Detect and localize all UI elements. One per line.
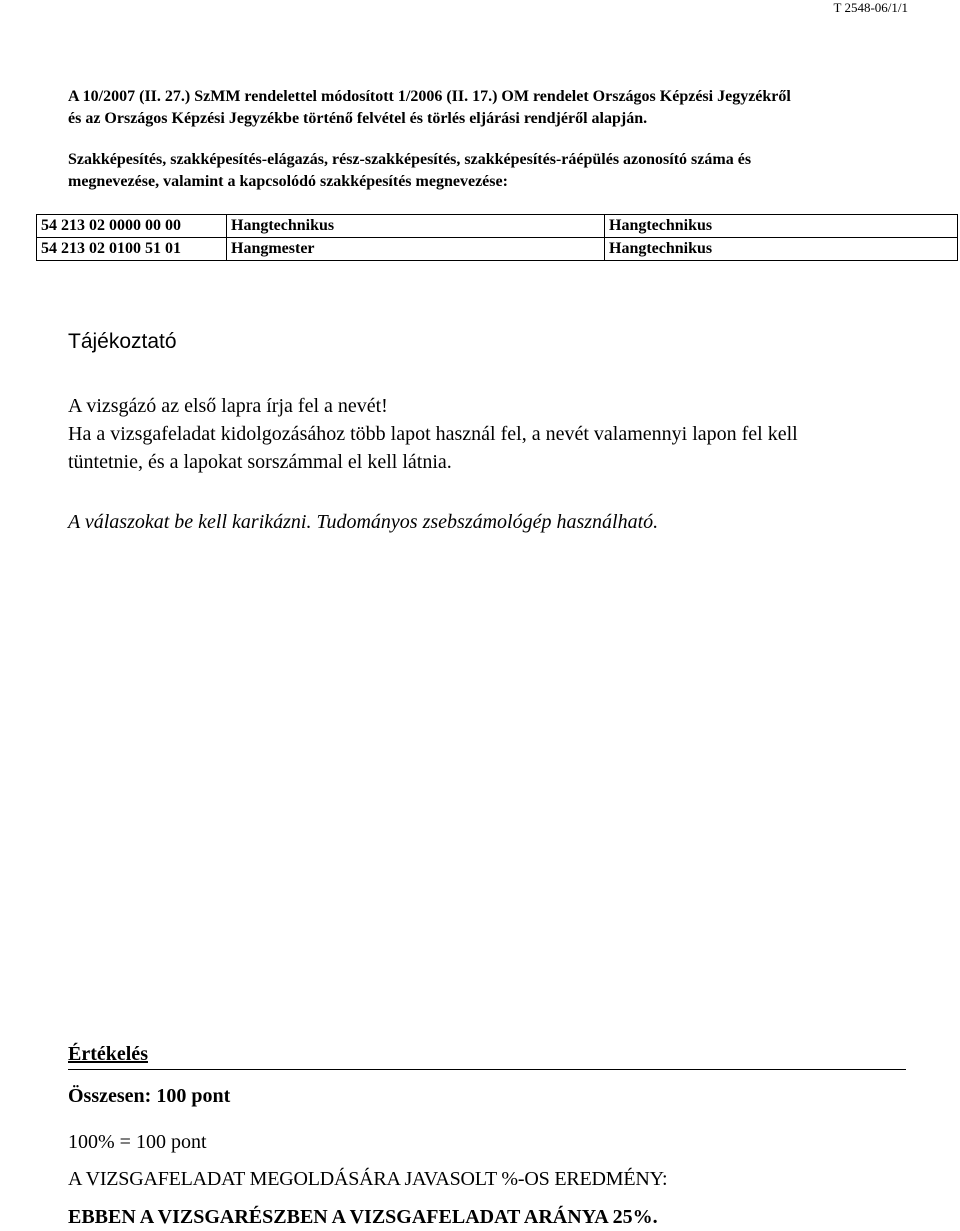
qualification-code-cell: 54 213 02 0000 00 00 [37, 215, 227, 238]
related-qualification-cell: Hangtechnikus [605, 215, 958, 238]
qualification-table [36, 214, 958, 261]
table-row [37, 238, 958, 261]
qualification-name-cell: Hangmester [227, 238, 605, 261]
regulation-intro-line-1: A 10/2007 (II. 27.) SzMM rendelettel módosított 1/2006 (II. 17.) OM rendelet Országos Képzési Jegyzékről [68, 88, 791, 105]
evaluation-divider [68, 1069, 906, 1070]
evaluation-heading: Értékelés [68, 1043, 148, 1065]
answer-instruction: A válaszokat be kell karikázni. Tudományos zsebszámológép használható. [68, 511, 659, 533]
information-title: Tájékoztató [68, 330, 177, 353]
qualification-description-line-2: megnevezése, valamint a kapcsolódó szakképesítés megnevezése: [68, 173, 508, 190]
table-row [37, 215, 958, 238]
page-code: T 2548-06/1/1 [833, 0, 908, 15]
percent-points: 100% = 100 pont [68, 1131, 207, 1153]
total-points: Összesen: 100 pont [68, 1085, 231, 1107]
section-proportion: EBBEN A VIZSGARÉSZBEN A VIZSGAFELADAT ARÁNYA 25%. [68, 1206, 658, 1228]
qualification-description [68, 149, 928, 193]
regulation-intro [68, 86, 928, 130]
instruction-line-1: A vizsgázó az első lapra írja fel a nevét! [68, 395, 388, 417]
qualification-code-cell: 54 213 02 0100 51 01 [37, 238, 227, 261]
qualification-name-cell: Hangtechnikus [227, 215, 605, 238]
instruction-line-3: tüntetnie, és a lapokat sorszámmal el kell látnia. [68, 451, 452, 473]
suggested-result: A VIZSGAFELADAT MEGOLDÁSÁRA JAVASOLT %-OS EREDMÉNY: [68, 1168, 668, 1190]
instruction-line-2: Ha a vizsgafeladat kidolgozásához több lapot használ fel, a nevét valamennyi lapon fel kell [68, 423, 798, 445]
qualification-description-line-1: Szakképesítés, szakképesítés-elágazás, rész-szakképesítés, szakképesítés-ráépülés azonosító száma és [68, 151, 752, 168]
instruction-paragraph [68, 420, 928, 476]
related-qualification-cell: Hangtechnikus [605, 238, 958, 261]
regulation-intro-line-2: és az Országos Képzési Jegyzékbe történő felvétel és törlés eljárási rendjéről alapján. [68, 110, 648, 127]
